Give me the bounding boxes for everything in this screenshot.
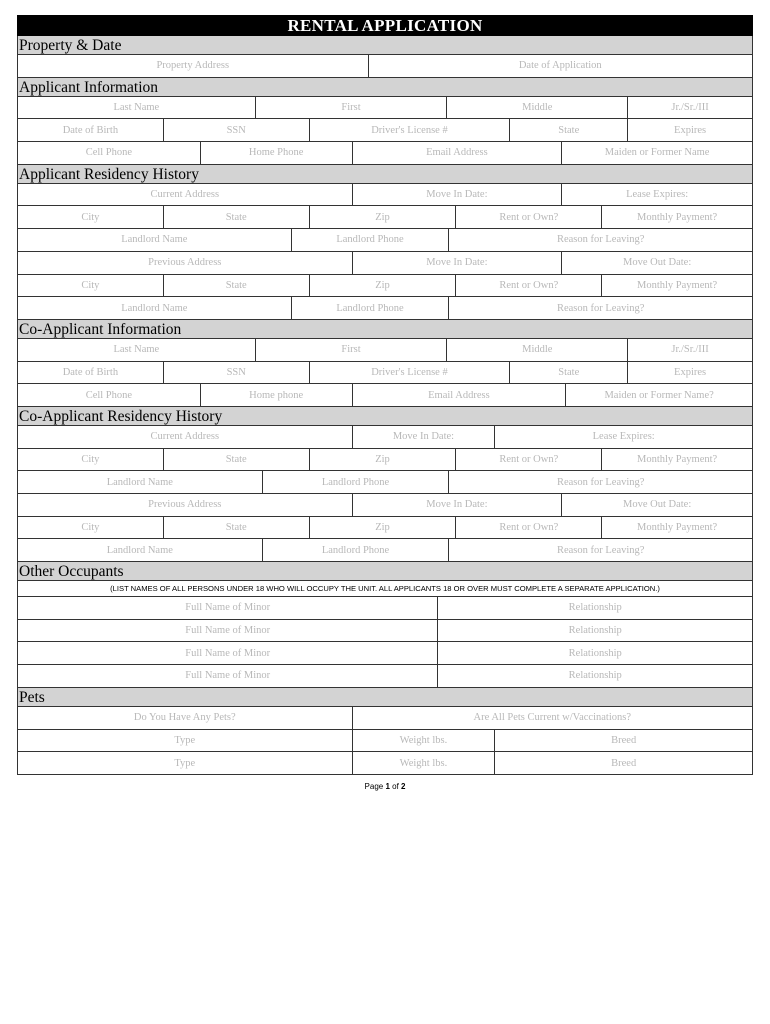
first-field[interactable] xyxy=(256,339,448,361)
move-out-date-field[interactable] xyxy=(562,494,753,516)
are-all-pets-current-w-vaccinations-field[interactable] xyxy=(353,707,753,729)
field-label: Email Address xyxy=(426,147,488,159)
landlord-phone-field[interactable] xyxy=(292,229,450,251)
field-label: Do You Have Any Pets? xyxy=(133,712,236,724)
breed-field[interactable] xyxy=(495,752,753,774)
previous-address-field[interactable] xyxy=(18,494,353,516)
field-label: SSN xyxy=(226,366,246,378)
city-field[interactable] xyxy=(18,449,164,471)
form-row xyxy=(17,97,753,120)
field-label: Zip xyxy=(375,522,390,534)
form-row xyxy=(17,539,753,562)
field-label: Full Name of Minor xyxy=(185,647,271,659)
reason-for-leaving-field[interactable] xyxy=(449,229,753,251)
form-row xyxy=(17,597,753,620)
field-label: Landlord Name xyxy=(106,544,173,556)
section-co-applicant-residency xyxy=(17,407,753,562)
field-label: Rent or Own? xyxy=(499,279,559,291)
field-label: Lease Expires: xyxy=(626,189,689,201)
field-label: Type xyxy=(174,734,196,746)
maiden-or-former-name-field[interactable] xyxy=(562,142,753,164)
field-label: Driver's License # xyxy=(371,366,448,378)
field-label: Full Name of Minor xyxy=(185,670,271,682)
move-in-date-field[interactable] xyxy=(353,184,563,206)
relationship-field[interactable] xyxy=(438,597,753,619)
section-header xyxy=(17,688,753,707)
cell-phone-field[interactable] xyxy=(18,142,201,164)
rental-application-form xyxy=(17,15,753,775)
footer-page-total: 2 xyxy=(401,782,406,791)
email-address-field[interactable] xyxy=(353,384,567,406)
field-label: Full Name of Minor xyxy=(185,625,271,637)
field-label: City xyxy=(81,211,100,223)
field-label: Weight lbs. xyxy=(399,734,448,746)
lease-expires-field[interactable] xyxy=(562,184,753,206)
field-label: Maiden or Former Name? xyxy=(604,389,714,401)
field-label: Reason for Leaving? xyxy=(556,302,645,314)
section-title: Pets xyxy=(19,688,45,706)
field-label: Landlord Phone xyxy=(321,544,390,556)
field-label: Landlord Phone xyxy=(336,302,404,314)
field-label: State xyxy=(225,453,247,465)
lease-expires-field[interactable] xyxy=(495,426,753,448)
field-label: Maiden or Former Name xyxy=(604,147,710,159)
state-field[interactable] xyxy=(164,517,310,539)
footer-page-number: 1 xyxy=(385,782,390,791)
form-row xyxy=(17,665,753,688)
field-label: Monthly Payment? xyxy=(636,522,718,534)
current-address-field[interactable] xyxy=(18,426,353,448)
field-label: Landlord Name xyxy=(121,234,188,246)
middle-field[interactable] xyxy=(447,97,628,119)
field-label: Relationship xyxy=(568,647,622,659)
city-field[interactable] xyxy=(18,517,164,539)
field-label: Move Out Date: xyxy=(623,257,692,269)
section-title: Applicant Residency History xyxy=(19,165,199,183)
form-row xyxy=(17,517,753,540)
rent-or-own-field[interactable] xyxy=(456,517,602,539)
field-label: First xyxy=(341,102,361,114)
driver-s-license-field[interactable] xyxy=(310,362,511,384)
field-label: Property Address xyxy=(156,60,230,72)
jr-sr-iii-field[interactable] xyxy=(628,339,753,361)
field-label: SSN xyxy=(226,124,246,136)
field-label: Landlord Name xyxy=(121,302,188,314)
form-row xyxy=(17,752,753,775)
zip-field[interactable] xyxy=(310,517,457,539)
full-name-of-minor-field[interactable] xyxy=(18,665,438,687)
field-label: Move In Date: xyxy=(426,189,488,201)
field-label: Lease Expires: xyxy=(592,431,655,443)
section-title: Other Occupants xyxy=(19,563,124,581)
city-field[interactable] xyxy=(18,206,164,228)
state-field[interactable] xyxy=(510,362,628,384)
zip-field[interactable] xyxy=(310,449,457,471)
form-row xyxy=(17,730,753,753)
section-property xyxy=(17,36,753,78)
section-title: Property & Date xyxy=(19,37,122,54)
monthly-payment-field[interactable] xyxy=(602,517,753,539)
move-out-date-field[interactable] xyxy=(562,252,753,274)
section-note xyxy=(17,581,753,597)
state-field[interactable] xyxy=(164,206,310,228)
field-label: Home Phone xyxy=(248,147,304,159)
field-label: Reason for Leaving? xyxy=(556,234,645,246)
relationship-field[interactable] xyxy=(438,620,753,642)
driver-s-license-field[interactable] xyxy=(310,119,511,141)
field-label: Current Address xyxy=(150,431,220,443)
field-label: Previous Address xyxy=(148,257,222,269)
do-you-have-any-pets-field[interactable] xyxy=(18,707,353,729)
field-label: State xyxy=(225,211,247,223)
section-header xyxy=(17,165,753,184)
section-title: Applicant Information xyxy=(19,78,159,96)
zip-field[interactable] xyxy=(310,275,457,297)
rent-or-own-field[interactable] xyxy=(456,206,602,228)
field-label: Rent or Own? xyxy=(499,522,559,534)
form-row xyxy=(17,55,753,78)
section-header xyxy=(17,562,753,581)
field-label: Zip xyxy=(375,279,390,291)
field-label: Move In Date: xyxy=(426,499,488,511)
field-label: Last Name xyxy=(113,102,160,114)
field-label: First xyxy=(341,344,361,356)
field-label: Breed xyxy=(611,757,637,769)
home-phone-field[interactable] xyxy=(201,384,353,406)
section-note-text: (LIST NAMES OF ALL PERSONS UNDER 18 WHO WILL OCCUPY THE UNIT. ALL APPLICANTS 18 OR OVER MUST COMPLETE A SEPARATE APPLICATION.) xyxy=(110,584,660,594)
form-row xyxy=(17,229,753,252)
form-row xyxy=(17,275,753,298)
field-label: City xyxy=(81,453,100,465)
field-label: Relationship xyxy=(568,670,622,682)
landlord-phone-field[interactable] xyxy=(292,297,450,319)
field-label: City xyxy=(81,279,100,291)
section-header xyxy=(17,36,753,55)
jr-sr-iii-field[interactable] xyxy=(628,97,753,119)
section-co-applicant xyxy=(17,320,753,407)
current-address-field[interactable] xyxy=(18,184,353,206)
field-label: Monthly Payment? xyxy=(636,279,718,291)
full-name-of-minor-field[interactable] xyxy=(18,597,438,619)
field-label: Zip xyxy=(375,453,390,465)
move-in-date-field[interactable] xyxy=(353,494,563,516)
section-header xyxy=(17,78,753,97)
home-phone-field[interactable] xyxy=(201,142,353,164)
date-of-application-field[interactable] xyxy=(369,55,753,77)
type-field[interactable] xyxy=(18,730,353,752)
section-title: Co-Applicant Information xyxy=(19,320,182,338)
field-label: State xyxy=(225,279,247,291)
last-name-field[interactable] xyxy=(18,97,256,119)
form-row xyxy=(17,449,753,472)
field-label: Full Name of Minor xyxy=(185,602,271,614)
expires-field[interactable] xyxy=(628,119,753,141)
form-row xyxy=(17,184,753,207)
form-row xyxy=(17,707,753,730)
footer-of: of xyxy=(389,782,402,791)
reason-for-leaving-field[interactable] xyxy=(449,297,753,319)
form-row xyxy=(17,297,753,320)
field-label: Date of Birth xyxy=(62,366,119,378)
field-label: Move In Date: xyxy=(392,431,455,443)
middle-field[interactable] xyxy=(447,339,628,361)
form-row xyxy=(17,206,753,229)
form-row xyxy=(17,620,753,643)
field-label: Home phone xyxy=(249,389,304,401)
maiden-or-former-name-field[interactable] xyxy=(566,384,753,406)
field-label: Date of Birth xyxy=(62,124,119,136)
field-label: Expires xyxy=(674,366,707,378)
landlord-name-field[interactable] xyxy=(18,229,292,251)
form-title: RENTAL APPLICATION xyxy=(17,15,753,36)
field-label: Landlord Phone xyxy=(336,234,404,246)
form-row xyxy=(17,142,753,165)
form-sections xyxy=(17,36,753,775)
ssn-field[interactable] xyxy=(164,119,310,141)
form-row xyxy=(17,642,753,665)
rent-or-own-field[interactable] xyxy=(456,449,602,471)
breed-field[interactable] xyxy=(495,730,753,752)
email-address-field[interactable] xyxy=(353,142,563,164)
form-row xyxy=(17,384,753,407)
form-row xyxy=(17,471,753,494)
field-label: Email Address xyxy=(428,389,490,401)
state-field[interactable] xyxy=(510,119,628,141)
form-row xyxy=(17,252,753,275)
field-label: City xyxy=(81,522,100,534)
property-address-field[interactable] xyxy=(18,55,369,77)
first-field[interactable] xyxy=(256,97,448,119)
full-name-of-minor-field[interactable] xyxy=(18,620,438,642)
field-label: Expires xyxy=(674,124,707,136)
landlord-name-field[interactable] xyxy=(18,297,292,319)
section-applicant-residency xyxy=(17,165,753,320)
field-label: Cell Phone xyxy=(85,147,133,159)
section-pets xyxy=(17,688,753,775)
cell-phone-field[interactable] xyxy=(18,384,201,406)
field-label: Jr./Sr./III xyxy=(671,344,709,356)
field-label: Relationship xyxy=(568,625,622,637)
field-label: Move In Date: xyxy=(426,257,488,269)
move-in-date-field[interactable] xyxy=(353,426,496,448)
full-name-of-minor-field[interactable] xyxy=(18,642,438,664)
form-row xyxy=(17,494,753,517)
weight-lbs-field[interactable] xyxy=(353,752,496,774)
field-label: Rent or Own? xyxy=(499,211,559,223)
field-label: Reason for Leaving? xyxy=(556,544,645,556)
zip-field[interactable] xyxy=(310,206,457,228)
section-title: Co-Applicant Residency History xyxy=(19,407,223,425)
ssn-field[interactable] xyxy=(164,362,310,384)
field-label: State xyxy=(558,366,580,378)
section-header xyxy=(17,320,753,339)
monthly-payment-field[interactable] xyxy=(602,275,753,297)
section-header xyxy=(17,407,753,426)
field-label: Current Address xyxy=(150,189,220,201)
relationship-field[interactable] xyxy=(438,642,753,664)
section-other-occupants xyxy=(17,562,753,688)
form-row xyxy=(17,362,753,385)
field-label: Middle xyxy=(522,102,553,114)
field-label: Cell Phone xyxy=(85,389,133,401)
field-label: Breed xyxy=(611,734,637,746)
field-label: Landlord Phone xyxy=(321,476,390,488)
field-label: Monthly Payment? xyxy=(636,453,718,465)
field-label: Move Out Date: xyxy=(623,499,692,511)
landlord-phone-field[interactable] xyxy=(263,471,450,493)
field-label: Date of Application xyxy=(518,60,602,72)
state-field[interactable] xyxy=(164,449,310,471)
field-label: Reason for Leaving? xyxy=(556,476,645,488)
landlord-phone-field[interactable] xyxy=(263,539,450,561)
field-label: Zip xyxy=(375,211,390,223)
landlord-name-field[interactable] xyxy=(18,471,263,493)
field-label: State xyxy=(558,124,580,136)
form-row xyxy=(17,339,753,362)
field-label: Relationship xyxy=(568,602,622,614)
form-row xyxy=(17,426,753,449)
field-label: Landlord Name xyxy=(106,476,173,488)
field-label: Middle xyxy=(522,344,553,356)
previous-address-field[interactable] xyxy=(18,252,353,274)
field-label: Monthly Payment? xyxy=(636,211,718,223)
field-label: Type xyxy=(174,757,196,769)
field-label: Are All Pets Current w/Vaccinations? xyxy=(473,712,631,724)
form-row xyxy=(17,119,753,142)
field-label: Last Name xyxy=(113,344,160,356)
field-label: Jr./Sr./III xyxy=(671,102,709,114)
field-label: Weight lbs. xyxy=(399,757,448,769)
landlord-name-field[interactable] xyxy=(18,539,263,561)
expires-field[interactable] xyxy=(628,362,753,384)
last-name-field[interactable] xyxy=(18,339,256,361)
date-of-birth-field[interactable] xyxy=(18,362,164,384)
reason-for-leaving-field[interactable] xyxy=(449,471,753,493)
monthly-payment-field[interactable] xyxy=(602,449,753,471)
footer-prefix: Page xyxy=(364,782,386,791)
relationship-field[interactable] xyxy=(438,665,753,687)
rent-or-own-field[interactable] xyxy=(456,275,602,297)
monthly-payment-field[interactable] xyxy=(602,206,753,228)
field-label: Previous Address xyxy=(148,499,222,511)
field-label: State xyxy=(225,522,247,534)
field-label: Driver's License # xyxy=(371,124,448,136)
type-field[interactable] xyxy=(18,752,353,774)
move-in-date-field[interactable] xyxy=(353,252,563,274)
reason-for-leaving-field[interactable] xyxy=(449,539,753,561)
state-field[interactable] xyxy=(164,275,310,297)
page-footer xyxy=(0,782,770,791)
field-label: Rent or Own? xyxy=(499,453,559,465)
weight-lbs-field[interactable] xyxy=(353,730,496,752)
date-of-birth-field[interactable] xyxy=(18,119,164,141)
section-applicant xyxy=(17,78,753,165)
city-field[interactable] xyxy=(18,275,164,297)
